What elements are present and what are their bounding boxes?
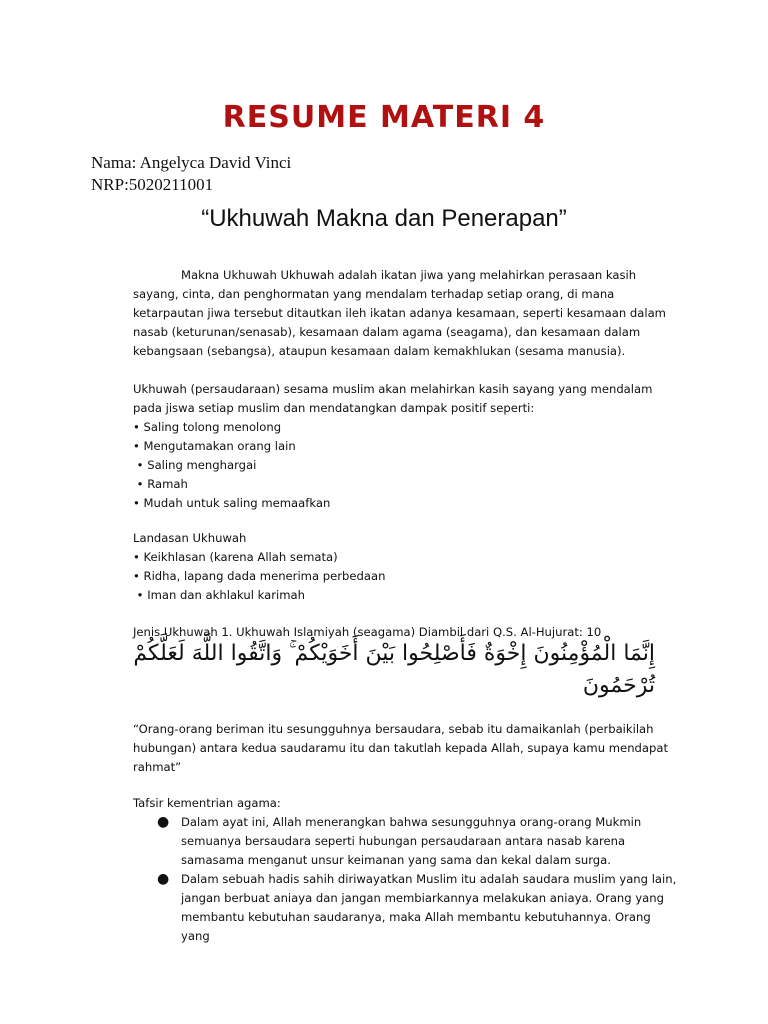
bullet-icon: ● — [157, 814, 170, 830]
arabic-verse: إِنَّمَا الْمُؤْمِنُونَ إِخْوَةٌ فَأَصْلِحُوا بَيْنَ أَخَوَيْكُمْ ۚ وَاتَّقُوا اللَّهَ لَعَلَّكُمْ تُرْحَمُونَ — [133, 641, 655, 698]
list-item — [133, 870, 678, 946]
list-item: • Ramah — [133, 477, 188, 491]
list-item: • Saling menghargai — [133, 458, 257, 472]
tafsir-heading: Tafsir kementrian agama: — [133, 796, 281, 810]
tafsir-section — [133, 794, 678, 946]
bullet-icon: ● — [157, 871, 170, 887]
student-identity — [91, 152, 291, 196]
nrp-line: NRP:5020211001 — [91, 175, 214, 194]
list-item: • Keikhlasan (karena Allah semata) — [133, 550, 338, 564]
list-item: • Mudah untuk saling memaafkan — [133, 496, 331, 510]
makna-paragraph: Makna Ukhuwah Ukhuwah adalah ikatan jiwa yang melahirkan perasaan kasih sayang, cinta, dan penghormatan yang mendalam terhadap setiap orang, di mana ketarpautan jiwa tersebut ditautkan ileh ikatan adanya kesamaan, seperti kesamaan dalam nasab (keturunan/senasab), kesamaan dalam agama (seagama), dan kesamaan dalam kebangsaan (sebangsa), ataupun kesamaan dalam kemakhlukan (sesama manusia). — [133, 268, 666, 358]
translation-section — [133, 720, 678, 777]
list-item: • Iman dan akhlakul karimah — [133, 588, 306, 602]
list-item — [133, 813, 678, 870]
landasan-heading: Landasan Ukhuwah — [133, 531, 247, 545]
landasan-list — [133, 548, 678, 605]
document-subtitle: “Ukhuwah Makna dan Penerapan” — [201, 205, 567, 232]
jenis-line: Jenis Ukhuwah 1. Ukhuwah Islamiyah (seagama) Diambil dari Q.S. Al-Hujurat: 10 — [133, 625, 602, 639]
dampak-list — [133, 418, 678, 513]
landasan-section — [133, 529, 678, 605]
ukhuwah-intro: Ukhuwah (persaudaraan) sesama muslim akan melahirkan kasih sayang yang mendalam pada jiswa setiap muslim dan mendatangkan dampak positif seperti: — [133, 382, 653, 415]
tafsir-list — [133, 813, 678, 946]
tafsir-item-text: Dalam sebuah hadis sahih diriwayatkan Muslim itu adalah saudara muslim yang lain, jangan berbuat aniaya dan jangan membiarkannya melakukan aniaya. Orang yang membantu kebutuhan saudaranya, maka Allah membantu kebutuhannya. Orang yang — [181, 872, 677, 943]
makna-section — [133, 266, 678, 361]
tafsir-item-text: Dalam ayat ini, Allah menerangkan bahwa sesungguhnya orang-orang Mukmin semuanya bersaudara seperti hubungan persaudaraan antara nasab karena samasama menganut unsur keimanan yang sama dan kekal dalam surga. — [181, 815, 642, 867]
list-item: • Saling tolong menolong — [133, 420, 282, 434]
dampak-section — [133, 380, 678, 513]
name-line: Nama: Angelyca David Vinci — [91, 153, 292, 172]
list-item: • Ridha, lapang dada menerima perbedaan — [133, 569, 386, 583]
list-item: • Mengutamakan orang lain — [133, 439, 296, 453]
document-title: RESUME MATERI 4 — [222, 100, 546, 135]
verse-translation: “Orang-orang beriman itu sesungguhnya bersaudara, sebab itu damaikanlah (perbaikilah hubungan) antara kedua saudaramu itu dan takutlah kepada Allah, supaya kamu mendapat rahmat” — [133, 722, 669, 774]
